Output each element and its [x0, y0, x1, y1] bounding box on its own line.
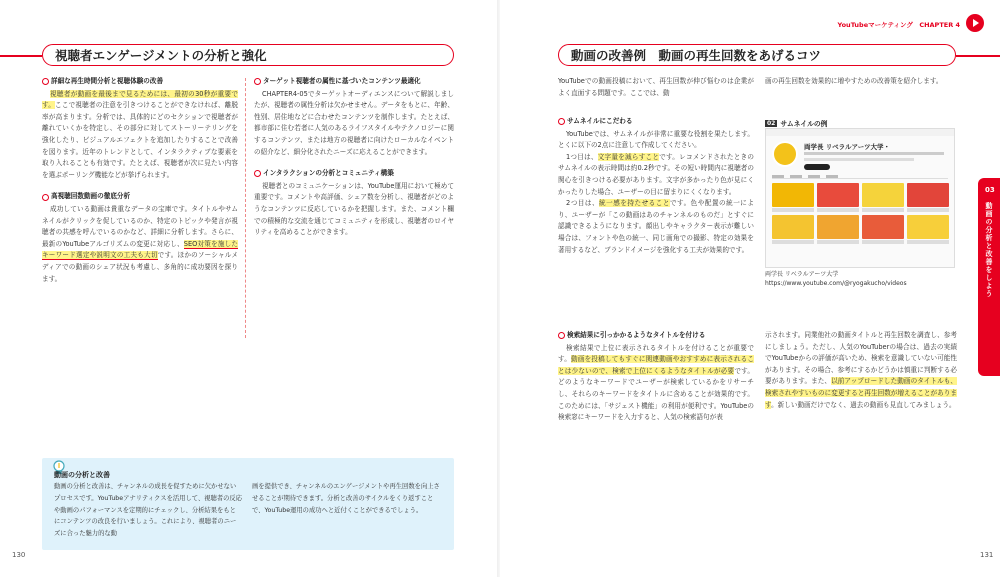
side-tab-label: 動画の分析と改善をしよう — [985, 202, 993, 298]
channel-tab[interactable] — [826, 175, 838, 178]
bullet-circle-icon — [558, 118, 565, 125]
paragraph-playtime: 視聴者が動画を最後まで見るためには、最初の30秒が重要です。ここで視聴者の注意を引きつけることができなければ、離脱率が高まります。分析では、具体的にどのセクションで視聴者が離れていくかを特定し、その部分に対してストーリーテリングを強化したり、ビジュアルエフェクトを追加したりすることで改善を図ります。近年のトレンドとして、インタラクティブな要素を取り入れることも有効です。たとえば、視聴者が次に見たい内容を選ぶポーリング機能などが挙げられます。 — [42, 89, 238, 179]
channel-name: 両学長 リベラルアーツ大学・ — [804, 143, 890, 151]
subheading-target-audience: ターゲット視聴者の属性に基づいたコンテンツ最適化 — [254, 76, 454, 88]
page-number-right: 131 — [980, 551, 994, 559]
right-section-header — [558, 44, 956, 66]
tip-text-1: 動画の分析と改善は、チャンネルの成長を促すために欠かせないプロセスです。YouTubeアナリティクスを活用して、視聴者の反応や動画のパフォーマンスを定期的にチェックし、分析結果をもとにコンテンツの改良を行いましょう。これにより、視聴者のニーズに合った魅力的な動 — [54, 483, 243, 538]
intro-text-2: 画の再生回数を効果的に増やすための改善策を紹介します。 — [765, 77, 943, 85]
video-thumbnail[interactable] — [862, 183, 904, 212]
subheading-playtime: 詳細な再生時間分析と視聴体験の改善 — [42, 76, 238, 88]
title-section — [558, 330, 754, 434]
channel-tab[interactable] — [790, 175, 802, 178]
header-rule — [0, 55, 42, 57]
video-thumbnail[interactable] — [817, 183, 859, 212]
figure-url: https://www.youtube.com/@ryogakucho/videos — [765, 280, 907, 287]
bullet-circle-icon — [254, 78, 261, 85]
channel-avatar — [772, 141, 798, 167]
subheading-thumbnail: サムネイルにこだわる — [558, 116, 754, 128]
right-section-title: 動画の改善例 動画の再生回数をあげるコツ — [571, 48, 822, 63]
subscribe-button[interactable] — [804, 164, 830, 170]
paragraph-search-title-2: 示されます。同業他社の動画タイトルと再生回数を調査し、参考にしましょう。ただし、人気のYouTuberの場合は、過去の実績でYouTubeからの評価が高いため、検索を意識していない可能性があります。その場合、参考にするかどうかは慎重に判断する必要があります。また、以前アップロードした動画のタイトルも、検索されやすいものに変更すると再生回数が増えることがあります。新しい動画だけでなく、過去の動画も見直してみましょう。 — [765, 331, 957, 409]
left-section-header — [42, 44, 454, 66]
video-thumbnail[interactable] — [907, 183, 949, 212]
figure-number: 02 — [767, 119, 776, 127]
paragraph-thumbnail-2: 2つ目は、統一感を持たせることです。色や配置の統一により、ユーザーが「この動画はあのチャンネルのものだ」とすぐに認識できるようになります。顔出しやキャラクター表示が難しい場合は、フォントや色の統一、同じ画角での撮影、特定の効果を著用するなど、ブランドイメージを強化する工夫が効果的です。 — [558, 199, 754, 254]
paragraph-thumbnail-intro: YouTubeでは、サムネイルが非常に重要な役割を果たします。とくに以下の2点に注意して作成してください。 — [558, 129, 754, 150]
video-thumbnail[interactable] — [862, 215, 904, 244]
intro-text-1: YouTubeでの動画投稿において、再生回数が伸び悩むのは企業がよく直面する問題です。ここでは、動 — [558, 77, 754, 97]
channel-meta-2 — [804, 158, 914, 161]
bullet-circle-icon — [558, 332, 565, 339]
column-divider — [245, 78, 246, 338]
tip-text-2: 画を提供でき、チャンネルのエンゲージメントや再生回数を向上させることが期待できます。分析と改善のサイクルをくり返すことで、YouTube運用の成功へと近付くことができるでしょう。 — [252, 483, 440, 514]
bullet-circle-icon — [42, 78, 49, 85]
left-column-1 — [42, 76, 238, 295]
channel-screenshot — [765, 128, 955, 268]
channel-tab[interactable] — [808, 175, 820, 178]
play-icon — [966, 14, 984, 32]
paragraph-high-views: 成功している動画は貴重なデータの宝庫です。タイトルやサムネイルがクリックを促しているのか、特定のトピックや発言が視聴者の共感を呼んでいるのかなど、詳細に分析します。さらに、最新のYouTubeアルゴリズムの変更に対応し、SEO対策を施したキーワード選定や説明文の工夫も大切です。ほかのソーシャルメディアでの動画のシェア状況も考慮し、多角的に成功要因を探ります。 — [42, 204, 238, 283]
figure-caption: 両学長 リベラルアーツ大学 https://www.youtube.com/@ryogakucho/videos — [765, 271, 907, 287]
subheading-high-views: 高視聴回数動画の徹底分析 — [42, 191, 238, 203]
tip-box — [42, 458, 454, 550]
paragraph-search-title: 検索結果で上位に表示されるタイトルを付けることが重要です。動画を投稿してもすぐに関連動画やおすすめに表示されることは少ないので、検索で上位にくるようなタイトルが必要です。どのようなキーワードでユーザーが検索しているかをリサーチし、それらのキーワードをタイトルに含めることが効果的です。このためには、「サジェスト機能」の利用が便利です。YouTubeの検索窓にキーワードを入力すると、人気の検索語句が表 — [558, 343, 754, 422]
side-tab-number: 03 — [985, 186, 995, 194]
bullet-circle-icon — [42, 194, 49, 201]
highlight-reduce-text: 文字量を減らすこと — [597, 152, 660, 161]
highlight-consistency: 統一感を持たせること — [599, 199, 670, 208]
video-thumbnail[interactable] — [907, 215, 949, 244]
channel-tabs — [772, 175, 948, 179]
channel-meta — [804, 152, 944, 155]
chapter-side-tab[interactable] — [978, 178, 1000, 376]
chapter-label: YouTubeマーケティング CHAPTER 4 — [837, 21, 960, 29]
header-rule — [956, 55, 1000, 57]
channel-banner — [766, 129, 955, 136]
page-number-left: 130 — [12, 551, 26, 559]
video-thumbnail[interactable] — [772, 183, 814, 212]
figure-label: 02 サムネイルの例 — [767, 119, 828, 128]
left-column-2 — [254, 76, 454, 249]
paragraph-target-audience: CHAPTER4-05でターゲットオーディエンスについて解説しましたが、視聴者の属性分析は欠かせません。データをもとに、年齢、性別、居住地などに合わせたコンテンツを制作します。たとえば、都市部に住む若者に人気のあるライフスタイルやテクノロジーに関するコンテンツ、または地方の視聴者に向けたローカルなイベントの紹介など、細分化されたニーズに応えることができます。 — [254, 89, 454, 156]
left-section-title: 視聴者エンゲージメントの分析と強化 — [55, 48, 267, 63]
bullet-circle-icon — [254, 170, 261, 177]
subheading-search-title: 検索結果に引っかかるようなタイトルを付ける — [558, 330, 754, 342]
video-thumbnail-grid — [772, 183, 950, 244]
paragraph-thumbnail-1: 1つ目は、文字量を減らすことです。レコメンドされたときのサムネイルの表示時間は約0.2秒です。その短い時間内に視聴者の関心を引きつける必要があります。文字が多かったり色が見にくかったりした場合、ユーザーの目に留まりにくくなります。 — [558, 152, 754, 196]
title-section-continued — [765, 330, 957, 421]
paragraph-interaction: 視聴者とのコミュニケーションは、YouTube運用において極めて重要です。コメントや高評価、シェア数を分析し、視聴者がどのようなコンテンツに反応しているかを把握します。また、コメント欄での積極的な交流を通じてコミュニティを形成し、視聴者のロイヤリティを高めることができます。 — [254, 181, 454, 237]
subheading-interaction: インタラクションの分析とコミュニティ構築 — [254, 168, 454, 180]
video-thumbnail[interactable] — [817, 215, 859, 244]
highlight-search-ranking: 動画を投稿してもすぐに関連動画やおすすめに表示されることは少ないので、検索で上位にくるようなタイトルが必要 — [558, 355, 754, 375]
channel-tab[interactable] — [772, 175, 784, 178]
thumbnail-section — [558, 116, 754, 266]
tip-title: 動画の分析と改善 — [54, 471, 110, 479]
highlight-retitle: 以前アップロードした動画のタイトルも、検索されやすいものに変更すると再生回数が増えることがあります — [765, 377, 957, 409]
video-thumbnail[interactable] — [772, 215, 814, 244]
highlight-seo: SEO対策を施したキーワード選定や説明文の工夫も大切 — [42, 239, 238, 260]
highlight-first-30s: 視聴者が動画を最後まで見るためには、最初の30秒が重要です。 — [42, 89, 238, 110]
